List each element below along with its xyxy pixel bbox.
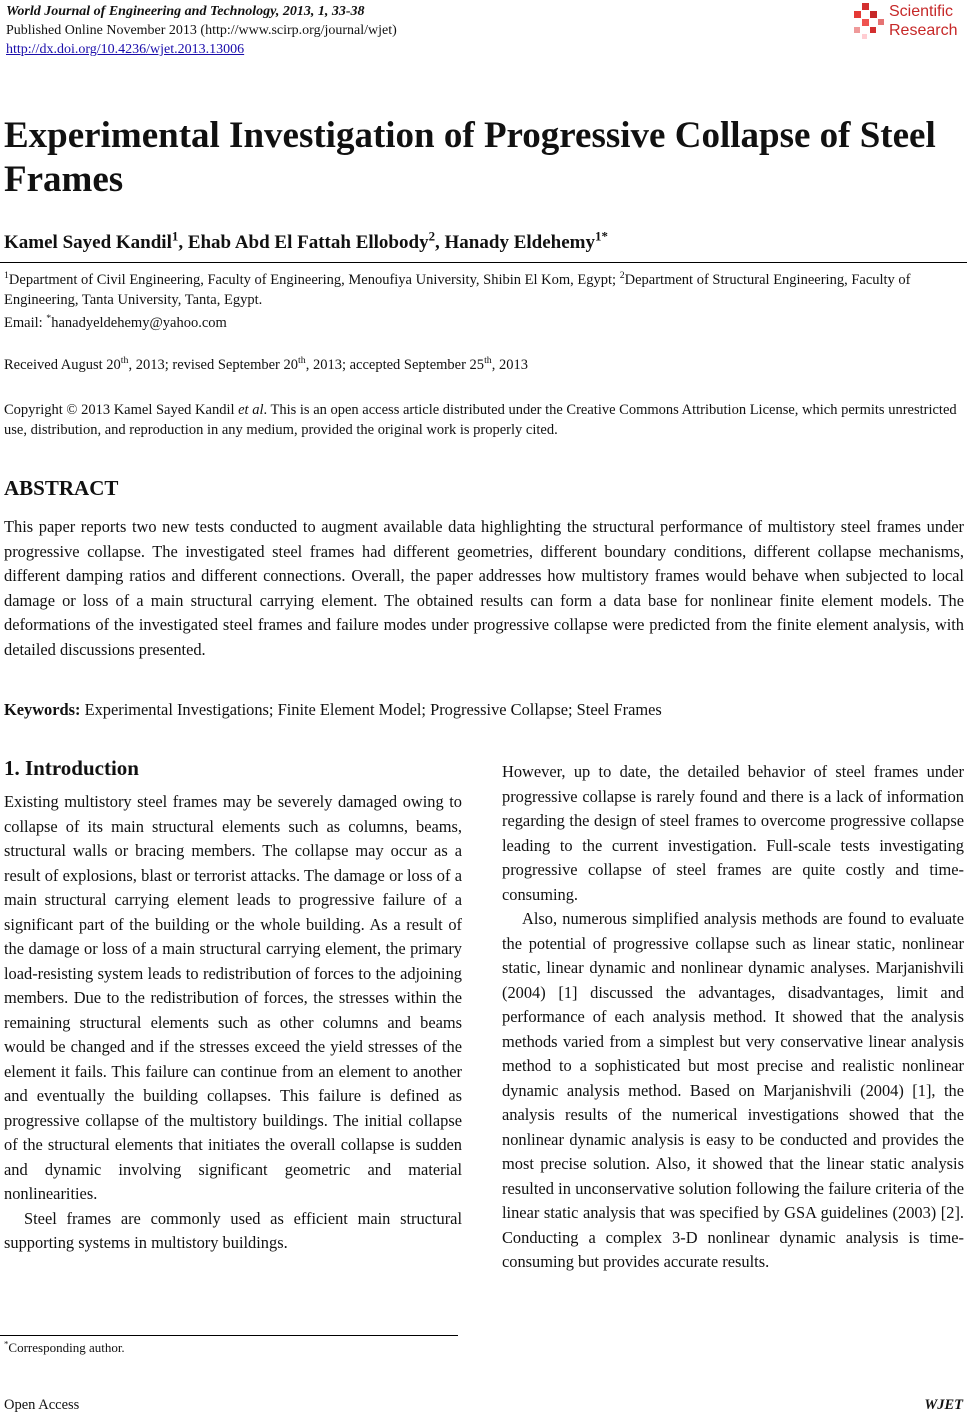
logo-line-1: Scientific: [889, 3, 954, 20]
footnote-marker: *: [4, 1338, 9, 1349]
paper-title: Experimental Investigation of Progressive Collapse of Steel Frames: [4, 115, 936, 200]
affil-2-marker: 2: [619, 270, 625, 282]
doi-link[interactable]: http://dx.doi.org/10.4236/wjet.2013.13006: [6, 42, 245, 57]
affiliation-1: Department of Civil Engineering, Faculty of Engineering, Menoufiya University, Shibin El Kom, Egypt;: [8, 272, 620, 288]
ordinal-suffix: th: [298, 355, 306, 367]
section-heading-introduction: 1. Introduction: [4, 756, 139, 780]
received-dates: [4, 355, 528, 375]
keywords-text: Experimental Investigations; Finite Element Model; Progressive Collapse; Steel Frames: [80, 700, 662, 719]
author-3-affil: 1*: [594, 228, 608, 244]
logo-text: [889, 2, 957, 40]
email-label: Email:: [4, 315, 47, 331]
title-divider: [0, 262, 967, 263]
journal-header: [6, 2, 397, 59]
logo-line-2: Research: [889, 22, 958, 39]
right-column: [502, 760, 964, 1275]
paragraph: Also, numerous simplified analysis methods are found to evaluate the potential of progressive collapse such as linear static, nonlinear static, linear dynamic and nonlinear dynamic analyses. Marjanishvili (2004) [1] discussed the advantages, disadvantages, limit and performance of each analysis method. It showed that the analysis methods varied from a simplest but very conservative linear analysis method to a sophisticated but most precise and realistic nonlinear dynamic analysis method. Based on Marjanishvili (2004) [1], the analysis results of the numerical investigations showed that the nonlinear dynamic analysis is easy to be conducted and provides the most precise solution. Also, it showed that the linear static analysis resulted in unconservative solution following the failure criteria of the linear static analysis that was specified by GSA guidelines (2003) [2]. Conducting a complex 3-D nonlinear dynamic analysis is time-consuming but provides accurate results.: [502, 909, 964, 1271]
paragraph: However, up to date, the detailed behavior of steel frames under progressive collapse is rarely found and there is a lack of information regarding the design of steel frames to overcome progressive collapse leading to the current investigation. Full-scale tests investigating progressive collapse of steel frames are quite costly and time-consuming.: [502, 762, 964, 904]
paragraph: Existing multistory steel frames may be severely damaged owing to collapse of its main structural elements such as columns, beams, structural walls or bracing members. The collapse may occur as a result of explosions, blast or terrorist attacks. The damage or loss of a main structural carrying element leads to progressive failure of a significant part of the building or the whole building. As a result of the damage or loss of a main structural carrying element, the primary load-resisting system leads to redistribution of forces to the adjoining members. Due to the redistribution of forces, the stresses within the remaining structural elements such as other columns and beams would be changed and if the stresses exceed the yield stresses of the element it fails. This failure can continue from an element to another and eventually the building collapses. This failure is defined as progressive collapse of the multistory buildings. The initial collapse of the structural elements that initiates the overall collapse is sudden and dynamic involving significant geometric and material nonlinearities.: [4, 792, 462, 1203]
footer-open-access: Open Access: [4, 1397, 80, 1413]
year: , 2013: [491, 357, 528, 373]
journal-citation: [6, 2, 397, 21]
abstract-heading: ABSTRACT: [4, 476, 119, 500]
publisher-logo: [852, 2, 964, 42]
scirp-logo-icon: [852, 3, 886, 41]
keywords-label: Keywords:: [4, 700, 81, 719]
ordinal-suffix: th: [120, 355, 129, 367]
ordinal-suffix: th: [484, 355, 492, 367]
email-marker: *: [46, 313, 52, 325]
copyright-text-2: . This is an open access article distributed under the Creative Commons Attribution License, which permits unrestricted use, distribution, and reproduction in any medium, provided the original work is properly cited.: [4, 402, 957, 438]
email-address[interactable]: hanadyeldehemy@yahoo.com: [51, 315, 227, 331]
journal-volume: , 2013, 1, 33-38: [275, 4, 365, 19]
footnote-divider: [0, 1335, 458, 1336]
affil-1-marker: 1: [4, 270, 9, 282]
affiliation-2: Department of Structural Engineering, Faculty of Engineering, Tanta University, Tanta, Egypt.: [4, 272, 911, 308]
accepted-date: , 2013; accepted September 25: [305, 357, 485, 373]
author-list: [4, 228, 608, 254]
author-2: , Ehab Abd El Fattah Ellobody: [178, 232, 429, 253]
footnote-text: Corresponding author.: [8, 1340, 125, 1355]
copyright-etal: et al: [238, 402, 264, 418]
affiliations: [4, 270, 964, 310]
author-1-affil: 1: [171, 228, 179, 244]
paragraph: Steel frames are commonly used as efficient main structural supporting systems in multistory buildings.: [4, 1208, 462, 1252]
author-2-affil: 2: [428, 228, 436, 244]
left-column: [4, 790, 462, 1256]
received-date: Received August 20: [4, 357, 121, 373]
abstract-text: This paper reports two new tests conducted to augment available data highlighting the structural performance of multistory steel frames under progressive collapse. The investigated steel frames had different geometries, different boundary conditions, different collapse mechanisms, different damping ratios and different connections. Overall, the paper addresses how multistory frames would behave when subjected to local damage or loss of a main structural carrying element. The obtained results can form a data base for nonlinear finite element models. The deformations of the investigated steel frames and failure modes under progressive collapse were predicted from the finite element analysis, with detailed discussions presented.: [4, 517, 964, 659]
email-line: [4, 313, 227, 333]
keywords: [4, 700, 662, 720]
footnote: [4, 1340, 125, 1356]
footer-journal-abbrev: WJET: [924, 1397, 963, 1413]
journal-name: World Journal of Engineering and Technology: [6, 4, 276, 19]
copyright-notice: [4, 400, 964, 440]
copyright-text-1: Copyright © 2013 Kamel Sayed Kandil: [4, 402, 239, 418]
revised-date: , 2013; revised September 20: [128, 357, 299, 373]
author-1: Kamel Sayed Kandil: [4, 232, 172, 253]
author-3: , Hanady Eldehemy: [435, 232, 595, 253]
published-line: Published Online November 2013 (http://www.scirp.org/journal/wjet): [6, 23, 397, 38]
